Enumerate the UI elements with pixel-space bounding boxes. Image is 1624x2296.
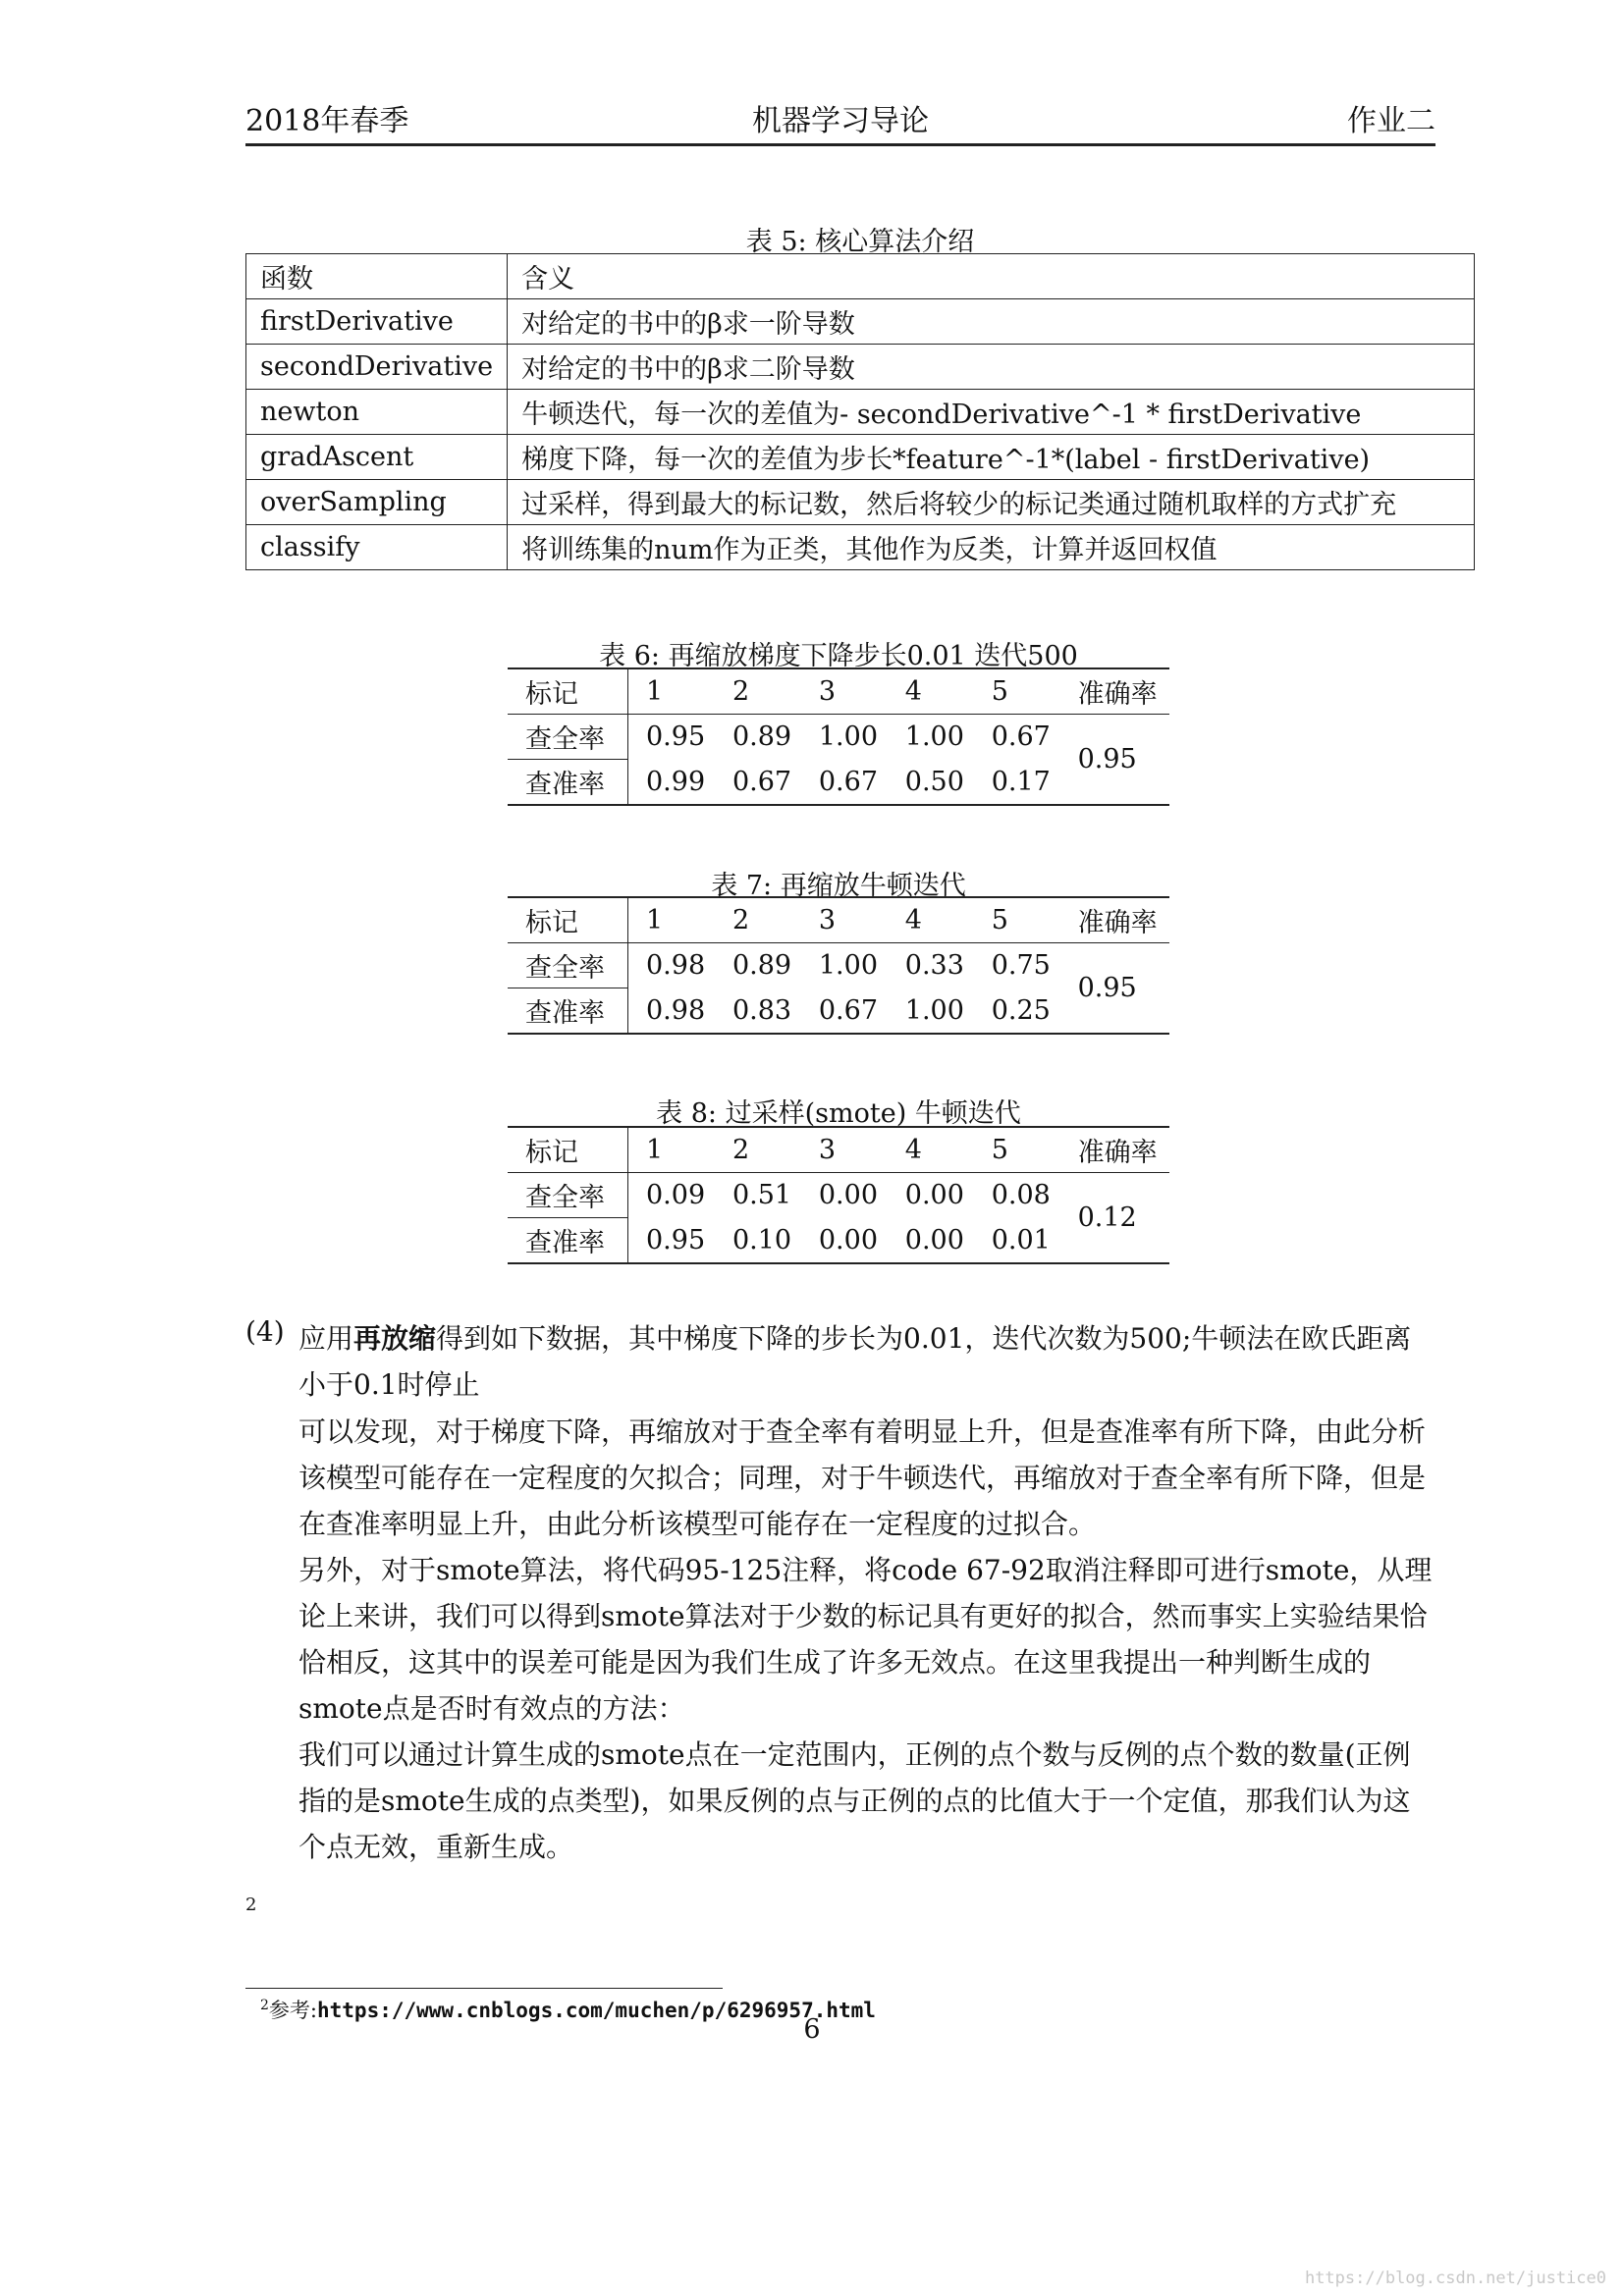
value-cell: 0.89 <box>731 950 792 982</box>
table-header-cell: 4 <box>888 668 974 715</box>
table-header-cell: 准确率 <box>1060 1127 1169 1173</box>
value-cell: 0.00 <box>904 1180 964 1211</box>
page-number: 6 <box>803 2014 821 2045</box>
function-meaning-cell: 过采样，得到最大的标记数，然后将较少的标记类通过随机取样的方式扩充 <box>508 480 1475 525</box>
watermark: https://blog.csdn.net/justice0 <box>1304 2269 1606 2288</box>
smote-paragraph: 另外，对于smote算法，将代码95-125注释，将code 67-92取消注释即可进行smote，从理论上来讲，我们可以得到smote算法对于少数的标记具有更好的拟合，然而事实上实验结果恰恰相反，这其中的误差可能是因为我们生成了许多无效点。在这里我提出一种判断生成的smote点是否时有效点的方法： <box>298 1554 1433 1725</box>
table-header-cell: 1 <box>628 897 715 943</box>
row-label-cell: 查准率 <box>508 1218 628 1264</box>
value-cell: 1.00 <box>818 721 878 753</box>
footnote-sup: 2 <box>260 1998 269 2013</box>
item-number: (4) <box>245 1315 285 1348</box>
table-header-cell: 3 <box>801 668 888 715</box>
footnote-url-link[interactable]: https://www.cnblogs.com/muchen/p/6296957.html <box>317 1999 876 2022</box>
table-header-cell: 4 <box>888 1127 974 1173</box>
value-cell: 0.17 <box>974 760 1060 806</box>
value-cell: 1.00 <box>888 988 974 1035</box>
value-cell: 0.08 <box>991 1180 1051 1211</box>
table-header-cell: 标记 <box>508 668 628 715</box>
table-header-cell: 含义 <box>508 254 1475 299</box>
function-name-cell: newton <box>246 390 508 435</box>
value-cell: 0.50 <box>888 760 974 806</box>
table-header-cell: 2 <box>715 1127 801 1173</box>
value-cell: 0.01 <box>974 1218 1060 1264</box>
value-cell: 0.98 <box>628 988 715 1035</box>
value-cell: 0.95 <box>628 1218 715 1264</box>
table-header-cell: 3 <box>801 1127 888 1173</box>
table-header-cell: 准确率 <box>1060 897 1169 943</box>
footnote-prefix: 参考: <box>268 1999 317 2022</box>
table-header-cell: 3 <box>801 897 888 943</box>
table-row <box>508 1173 1169 1218</box>
table-header-cell: 2 <box>715 897 801 943</box>
function-meaning-cell: 对给定的书中的β求二阶导数 <box>508 345 1475 390</box>
header-course-title: 机器学习导论 <box>752 104 929 138</box>
value-cell: 0.67 <box>715 760 801 806</box>
accuracy-cell: 0.95 <box>1060 943 1169 1035</box>
value-cell: 0.67 <box>991 721 1051 753</box>
table-header-cell: 5 <box>974 1127 1060 1173</box>
header-semester: 2018年春季 <box>245 104 409 138</box>
page-header <box>245 94 1435 146</box>
table-row <box>246 525 1475 570</box>
function-name-cell: secondDerivative <box>246 345 508 390</box>
table-row <box>508 715 1169 760</box>
table-header-cell: 函数 <box>246 254 508 299</box>
table5-core-algorithms <box>245 253 1475 570</box>
value-cell: 0.99 <box>628 760 715 806</box>
table-row <box>246 480 1475 525</box>
table-row <box>246 299 1475 345</box>
header-assignment: 作业二 <box>1347 104 1435 138</box>
item-suffix: 得到如下数据，其中梯度下降的步长为0.01，迭代次数为500;牛顿法在欧氏距离小于0.1时停止 <box>298 1322 1412 1401</box>
value-cell: 0.75 <box>991 950 1051 982</box>
table-header-cell: 4 <box>888 897 974 943</box>
table-header-row <box>508 668 1169 715</box>
value-cell: 0.83 <box>715 988 801 1035</box>
value-cell: 0.00 <box>818 1180 878 1211</box>
function-name-cell: classify <box>246 525 508 570</box>
method-paragraph: 我们可以通过计算生成的smote点在一定范围内，正例的点个数与反例的点个数的数量(正例指的是smote生成的点类型)，如果反例的点与正例的点的比值大于一个定值，那我们认为这个点无效，重新生成。 <box>298 1738 1411 1863</box>
value-cell: 0.67 <box>801 760 888 806</box>
table-row <box>508 943 1169 988</box>
function-meaning-cell: 将训练集的num作为正类，其他作为反类，计算并返回权值 <box>508 525 1475 570</box>
table-header-cell: 5 <box>974 897 1060 943</box>
table-header-cell: 1 <box>628 668 715 715</box>
function-name-cell: overSampling <box>246 480 508 525</box>
value-cell: 0.10 <box>715 1218 801 1264</box>
table-row <box>246 345 1475 390</box>
table-header-cell: 准确率 <box>1060 668 1169 715</box>
function-name-cell: firstDerivative <box>246 299 508 345</box>
table-header-row <box>508 1127 1169 1173</box>
table-header-cell: 标记 <box>508 1127 628 1173</box>
table-header-row <box>508 897 1169 943</box>
row-label-cell: 查准率 <box>508 760 628 806</box>
value-cell: 0.98 <box>646 950 706 982</box>
accuracy-cell: 0.12 <box>1060 1173 1169 1264</box>
table6-gradient-rescale <box>508 667 1169 806</box>
table-row <box>246 435 1475 480</box>
value-cell: 0.95 <box>646 721 706 753</box>
table-header-row <box>246 254 1475 299</box>
value-cell: 0.33 <box>904 950 964 982</box>
function-meaning-cell: 梯度下降，每一次的差值为步长*feature^-1*(label - firstDerivative) <box>508 435 1475 480</box>
function-meaning-cell: 对给定的书中的β求一阶导数 <box>508 299 1475 345</box>
value-cell: 0.09 <box>646 1180 706 1211</box>
value-cell: 0.67 <box>801 988 888 1035</box>
value-cell: 0.89 <box>731 721 792 753</box>
row-label-cell: 查准率 <box>508 988 628 1035</box>
value-cell: 1.00 <box>904 721 964 753</box>
item-bold-term: 再放缩 <box>353 1322 437 1355</box>
item-description <box>298 1315 1437 1408</box>
function-name-cell: gradAscent <box>246 435 508 480</box>
table-header-cell: 标记 <box>508 897 628 943</box>
table-header-cell: 5 <box>974 668 1060 715</box>
row-label-cell: 查全率 <box>508 943 628 988</box>
function-meaning-cell: 牛顿迭代，每一次的差值为- secondDerivative^-1 * firstDerivative <box>508 390 1475 435</box>
table7-caption: 表 7: 再缩放牛顿迭代 <box>711 871 966 901</box>
analysis-paragraph: 可以发现，对于梯度下降，再缩放对于查全率有着明显上升，但是查准率有所下降，由此分析该模型可能存在一定程度的欠拟合；同理，对于牛顿迭代，再缩放对于查全率有所下降，但是在查准率明显上升，由此分析该模型可能存在一定程度的过拟合。 <box>298 1415 1427 1540</box>
footnote-divider <box>245 1988 723 1989</box>
value-cell: 1.00 <box>818 950 878 982</box>
table7-newton-rescale <box>508 896 1169 1035</box>
footnote-marker: 2 <box>245 1895 257 1915</box>
table-header-cell: 2 <box>715 668 801 715</box>
table5-caption: 表 5: 核心算法介绍 <box>745 227 975 257</box>
row-label-cell: 查全率 <box>508 1173 628 1218</box>
value-cell: 0.00 <box>801 1218 888 1264</box>
accuracy-cell: 0.95 <box>1060 715 1169 806</box>
table8-caption: 表 8: 过采样(smote) 牛顿迭代 <box>656 1098 1021 1129</box>
table6-caption: 表 6: 再缩放梯度下降步长0.01 迭代500 <box>599 641 1078 671</box>
table-row <box>246 390 1475 435</box>
table-header-cell: 1 <box>628 1127 715 1173</box>
table8-smote-newton <box>508 1126 1169 1264</box>
value-cell: 0.51 <box>731 1180 792 1211</box>
row-label-cell: 查全率 <box>508 715 628 760</box>
item-prefix: 应用 <box>298 1322 354 1355</box>
value-cell: 0.00 <box>888 1218 974 1264</box>
value-cell: 0.25 <box>974 988 1060 1035</box>
